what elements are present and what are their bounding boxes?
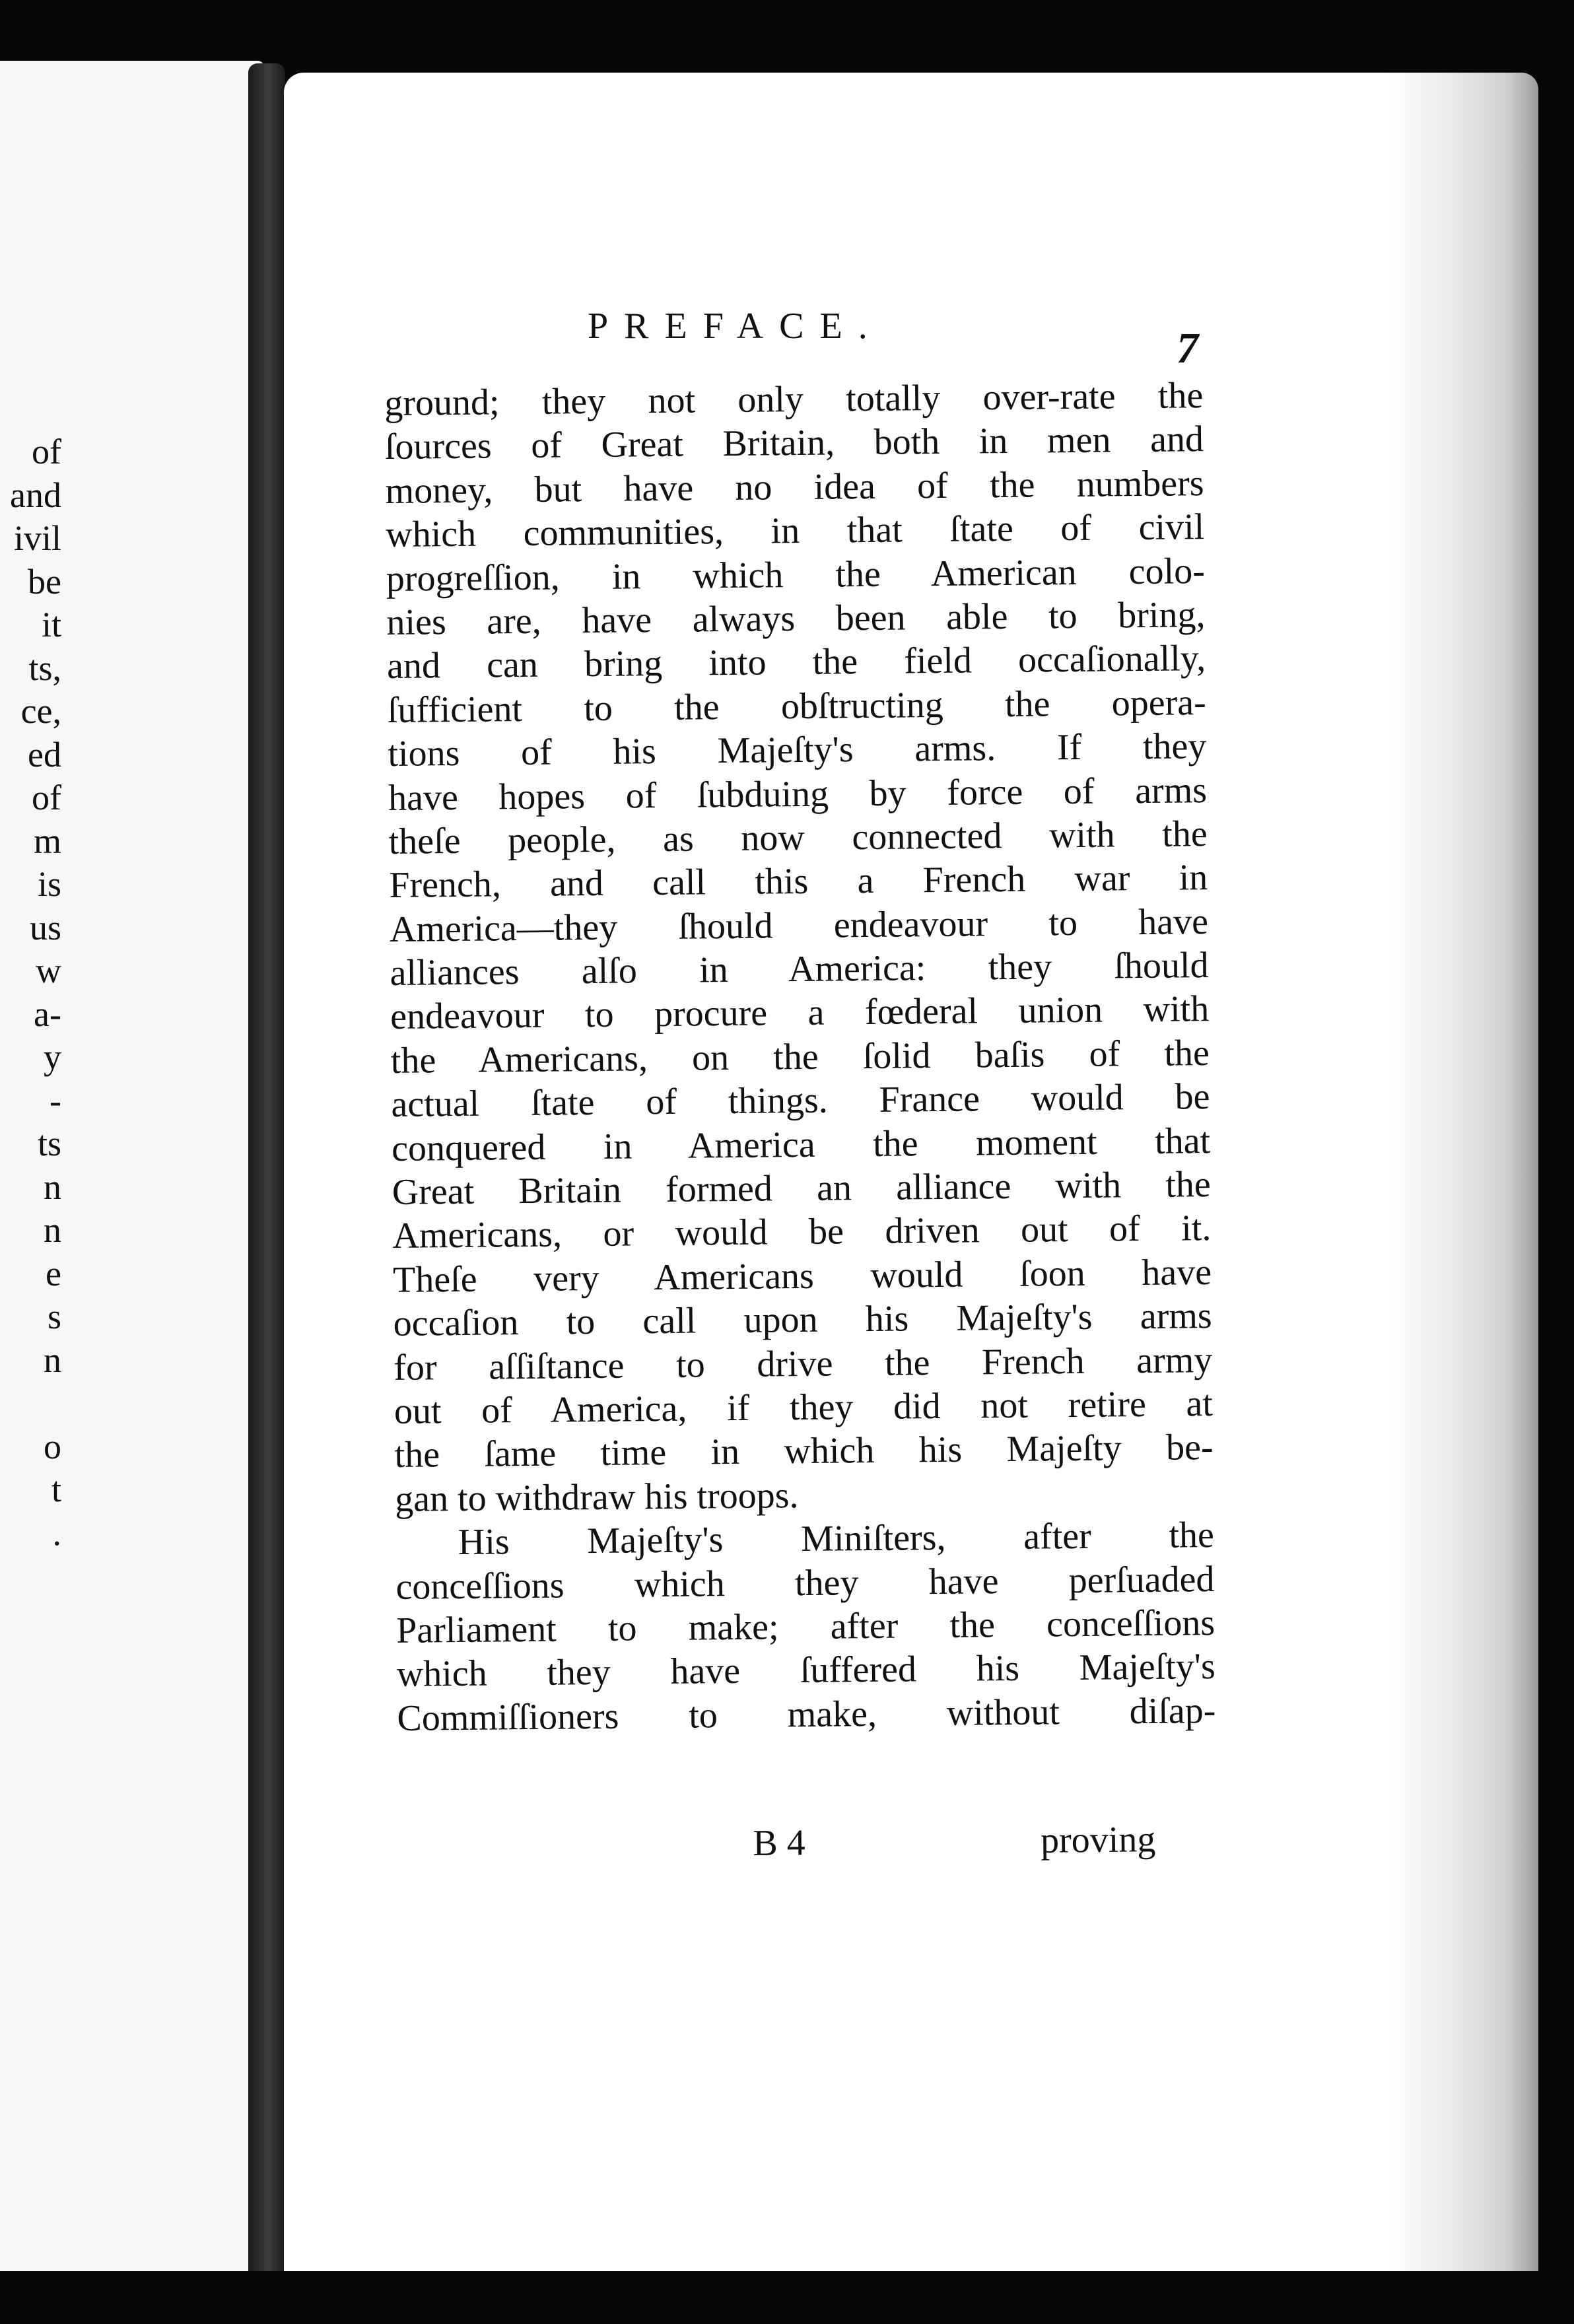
text-line: tions of his Majeſty's arms. If they [388,726,1207,775]
text-line: theſe people, as now connected with the [388,813,1208,862]
text-line: the Americans, on the ſolid baſis of the [390,1032,1210,1081]
fragment-line: ce, [20,691,61,731]
signature-mark: B 4 [753,1822,805,1864]
left-page [0,61,264,2286]
fragment-line: s [47,1297,61,1336]
text-line: nies are, have always been able to bring, [386,594,1206,643]
fragment-line: . [52,1513,61,1553]
fragment-line: w [36,951,61,990]
text-line: alliances alſo in America: they ſhould [390,945,1209,994]
text-line: conceſſions which they have perſuaded [395,1558,1215,1608]
fragment-line: n [44,1210,61,1250]
text-line: occaſion to call upon his Majeſty's arms [393,1295,1212,1345]
text-line: Americans, or would be driven out of it. [392,1208,1212,1257]
text-line: which they have ſuffered his Majeſty's [396,1646,1216,1695]
page-number: 7 [1177,324,1198,372]
text-line: His Majeſty's Miniſters, after the [458,1515,1215,1563]
text-line: progreſſion, in which the American colo- [386,550,1206,599]
text-line: ſufficient to the obſtructing the opera- [387,681,1207,731]
fragment-line: us [29,907,61,947]
text-line: Commiſſioners to make, without diſap- [397,1690,1216,1739]
text-line: gan to withdraw his troops. [394,1474,799,1520]
text-line: endeavour to procure a fœderal union with [390,988,1210,1038]
fragment-line: n [44,1340,61,1380]
fragment-line: ed [28,734,61,774]
text-line: French, and call this a French war in [389,857,1208,906]
text-line: America—they ſhould endeavour to have [389,901,1209,950]
text-line: ſources of Great Britain, both in men and [384,419,1204,468]
fragment-line: a- [34,994,61,1034]
catchword: proving [1040,1819,1156,1861]
fragment-line: - [50,1080,61,1120]
fragment-line: ts, [28,648,61,688]
fragment-line: of [32,778,61,817]
fragment-line: m [33,821,61,861]
fragment-line: it [41,605,61,644]
fragment-line: is [37,864,61,904]
fragment-line: of [32,432,61,471]
text-line: Great Britain formed an alliance with the [392,1164,1212,1213]
text-line: money, but have no idea of the numbers [385,462,1204,512]
running-head: PREFACE. [588,306,883,347]
left-page-text-fragments [5,430,61,1555]
text-line: conquered in America the moment that [391,1120,1211,1169]
text-line: for aſſiſtance to drive the French army [394,1339,1213,1388]
text-line: out of America, if they did not retire at [394,1383,1214,1432]
fragment-line: ivil [13,518,61,558]
fragment-line: be [28,561,61,601]
fragment-line: n [44,1167,61,1207]
fragment-line: and [10,475,61,515]
text-line: actual ſtate of things. France would be [391,1076,1210,1126]
text-line: which communities, in that ſtate of civil [385,506,1205,556]
book-gutter [248,63,285,2308]
text-line: ground; they not only totally over-rate the [384,375,1204,424]
fragment-line: e [46,1253,61,1293]
text-line: and can bring into the field occaſionally, [386,638,1206,687]
fragment-line: o [44,1426,61,1466]
fragment-line: y [44,1037,61,1077]
fragment-line [5,1382,61,1425]
scan-bottom-border [0,2271,1574,2324]
fragment-line: t [51,1470,61,1509]
body-text [384,374,1216,1740]
text-line: the ſame time in which his Majeſty be- [394,1427,1214,1476]
fragment-line: ts [37,1124,61,1163]
page-curl-shadow [1386,73,1538,2291]
text-line: have hopes of ſubduing by force of arms [388,769,1208,819]
text-line: Theſe very Americans would ſoon have [392,1251,1212,1301]
text-line: Parliament to make; after the conceſſions [395,1602,1215,1651]
